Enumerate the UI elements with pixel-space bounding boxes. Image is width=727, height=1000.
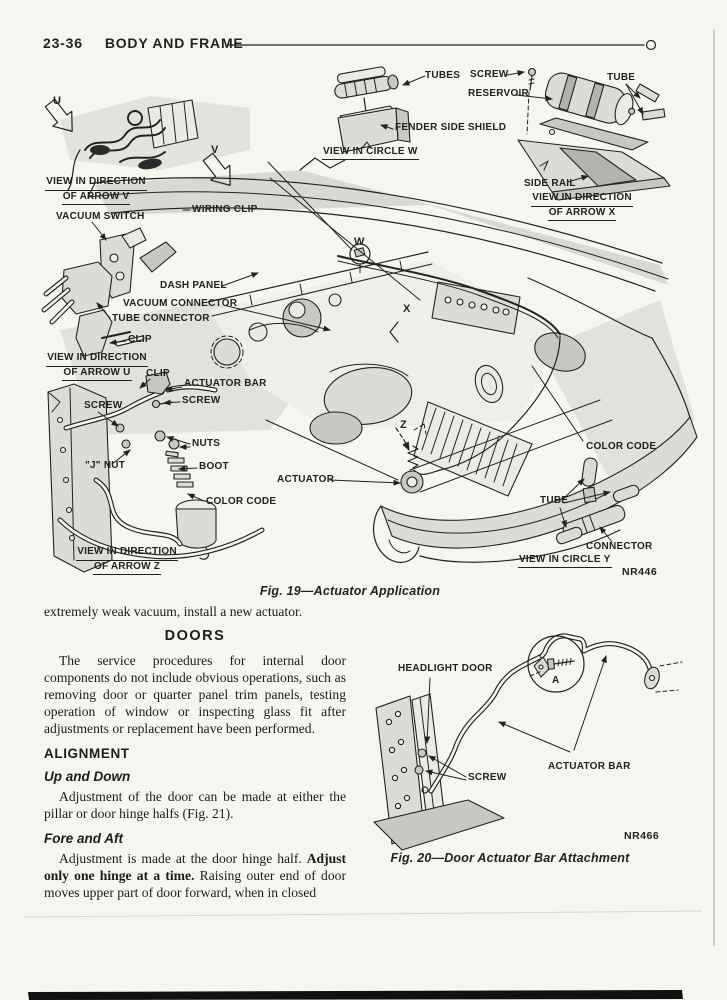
fig19-caption: Fig. 19—Actuator Application <box>259 584 441 598</box>
label-actuator: ACTUATOR <box>277 474 335 485</box>
label-view-arrow-u: VIEW IN DIRECTION OF ARROW U <box>22 352 172 381</box>
label-letter-a: A <box>552 675 560 686</box>
label-boot: BOOT <box>199 461 229 472</box>
label-letter-w: W <box>354 236 365 248</box>
label-wiring-clip: WIRING CLIP <box>192 204 258 215</box>
label-connector: CONNECTOR <box>586 541 653 552</box>
label-side-rail: SIDE RAIL <box>524 178 576 189</box>
alignment-heading: ALIGNMENT <box>44 746 130 761</box>
up-and-down-paragraph: Adjustment of the door can be made at either the pillar or door hinge halfs (Fig. 21). <box>44 789 346 821</box>
label-color-code-right: COLOR CODE <box>586 441 657 452</box>
doors-heading: DOORS <box>164 628 226 644</box>
doors-paragraph: The service procedures for internal door components do not include obvious operations, such as removing door or quarter panel trim panels, testing operation of window or inspecting glass fit after adjustments or replacement have been performed. <box>44 653 346 736</box>
label-dash-panel: DASH PANEL <box>160 280 227 291</box>
label-nuts: NUTS <box>192 438 221 449</box>
fig20-ref-code: NR466 <box>624 830 660 842</box>
label-screw-fig20: SCREW <box>468 772 507 783</box>
fore-aft-bold-text: Adjust only one hinge at a time. <box>44 851 346 883</box>
label-color-code-left: COLOR CODE <box>206 496 277 507</box>
label-letter-u: U <box>53 95 62 107</box>
label-actuator-bar: ACTUATOR BAR <box>184 378 267 389</box>
label-headlight-door: HEADLIGHT DOOR <box>398 663 493 674</box>
fig19-inset-circle-w <box>332 64 425 152</box>
label-letter-v: V <box>211 144 219 156</box>
fig19-ref-code: NR446 <box>622 566 658 578</box>
label-actuator-bar-fig20: ACTUATOR BAR <box>548 761 631 772</box>
label-screw-w: SCREW <box>470 69 509 80</box>
label-letter-x: X <box>403 303 411 315</box>
fig20-caption: Fig. 20—Door Actuator Bar Attachment <box>390 851 630 865</box>
fore-and-aft-heading: Fore and Aft <box>44 831 123 846</box>
label-view-arrow-v: VIEW IN DIRECTION OF ARROW V <box>21 176 171 205</box>
header-rule <box>228 41 656 50</box>
label-reservoir: RESERVOIR <box>468 88 529 99</box>
label-tube-y: TUBE <box>540 495 569 506</box>
label-view-circle-y: VIEW IN CIRCLE Y <box>518 554 612 568</box>
body-text-column <box>44 603 346 909</box>
fore-and-aft-paragraph: Adjustment is made at the door hinge half. Adjust only one hinge at a time. Raising outer end of door moves upper part of door forward, when in closed <box>44 851 346 900</box>
label-screw-left: SCREW <box>84 400 123 411</box>
page-header <box>43 35 244 51</box>
label-vacuum-connector: VACUUM CONNECTOR <box>123 298 238 309</box>
label-j-nut: "J" NUT <box>85 460 126 471</box>
label-tubes: TUBES <box>425 70 461 81</box>
label-screw-right: SCREW <box>182 395 221 406</box>
label-letter-z: Z <box>400 419 407 431</box>
label-view-arrow-x: VIEW IN DIRECTION OF ARROW X <box>522 192 642 221</box>
label-clip-connector: CLIP <box>128 334 152 345</box>
label-view-arrow-z: VIEW IN DIRECTION OF ARROW Z <box>52 546 202 575</box>
page-title: BODY AND FRAME <box>104 35 244 51</box>
label-clip-bar: CLIP <box>146 368 170 379</box>
label-tube-x: TUBE <box>607 72 636 83</box>
continued-sentence: extremely weak vacuum, install a new actuator. <box>44 604 303 619</box>
label-tube-connector: TUBE CONNECTOR <box>112 313 210 324</box>
page-number: 23-36 <box>43 35 83 51</box>
up-and-down-heading: Up and Down <box>44 769 131 784</box>
label-fender-side-shield: FENDER SIDE SHIELD <box>395 122 507 133</box>
label-vacuum-switch: VACUUM SWITCH <box>56 211 145 222</box>
label-view-circle-w: VIEW IN CIRCLE W <box>322 146 419 160</box>
